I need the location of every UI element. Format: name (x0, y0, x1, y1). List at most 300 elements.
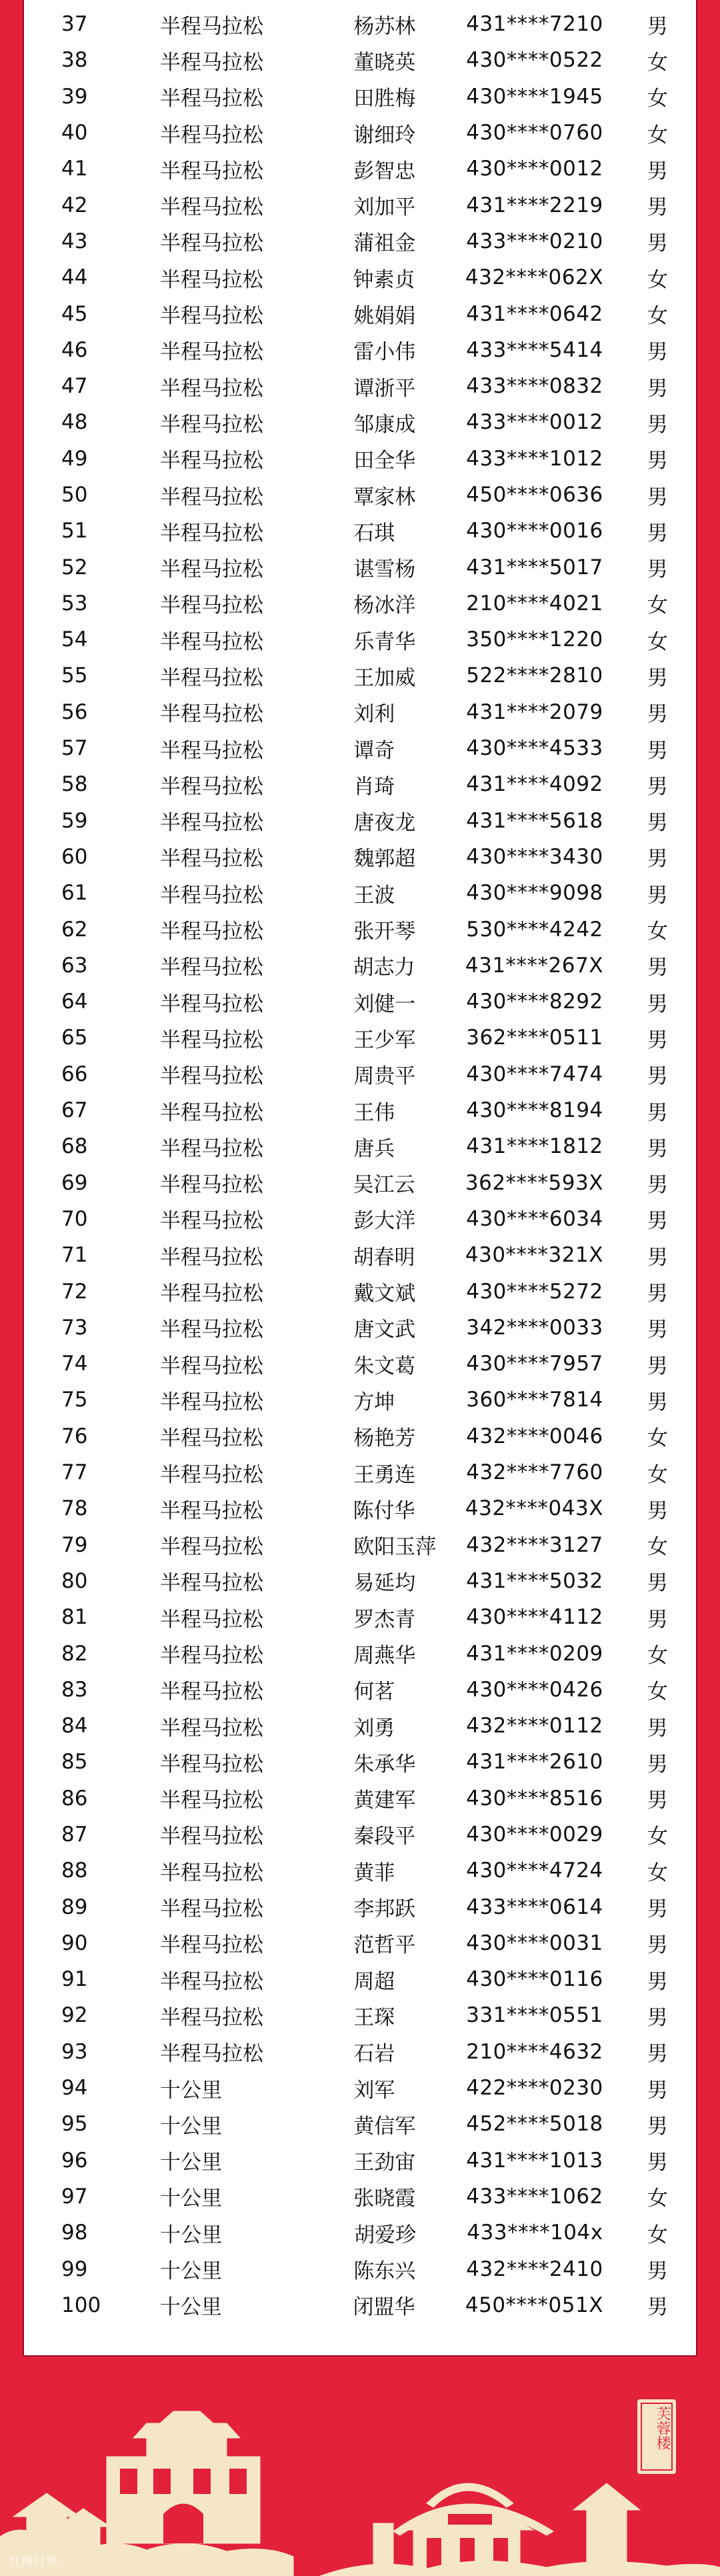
event-name: 半程马拉松 (159, 1498, 263, 1523)
id-number: 431****5032 (466, 1568, 603, 1593)
table-row (24, 2106, 696, 2142)
row-number: 67 (61, 1098, 88, 1123)
gender: 男 (647, 195, 668, 220)
row-number: 44 (61, 265, 88, 290)
runner-name: 刘加平 (353, 195, 416, 220)
row-number: 96 (61, 2148, 88, 2173)
event-name: 十公里 (159, 2295, 222, 2320)
event-name: 半程马拉松 (160, 2005, 264, 2030)
runner-name: 欧阳玉萍 (353, 1535, 437, 1560)
id-number: 433****5414 (466, 337, 603, 362)
row-number: 79 (61, 1532, 88, 1557)
row-number: 69 (61, 1170, 88, 1195)
runner-name: 易延均 (353, 1571, 416, 1596)
table-row (24, 1599, 696, 1635)
runner-name: 范哲平 (353, 1933, 416, 1958)
id-number: 360****7814 (466, 1388, 603, 1412)
id-number: 432****062X (465, 265, 603, 290)
runner-name: 邹康成 (353, 412, 416, 437)
runner-name: 谭奇 (353, 738, 395, 763)
runner-name: 谌雪杨 (353, 557, 416, 582)
row-number: 64 (61, 990, 88, 1014)
event-name: 半程马拉松 (160, 1282, 264, 1306)
runner-name: 肖琦 (353, 774, 395, 799)
row-number: 45 (61, 301, 88, 326)
id-number: 331****0551 (466, 2003, 603, 2028)
table-row (24, 1237, 696, 1273)
table-row (24, 187, 696, 223)
table-row (24, 404, 696, 440)
row-number: 46 (61, 337, 88, 362)
event-name: 半程马拉松 (160, 1426, 264, 1451)
event-name: 半程马拉松 (159, 267, 263, 292)
id-number: 432****0112 (466, 1714, 603, 1738)
table-row (24, 1490, 696, 1526)
event-name: 半程马拉松 (160, 629, 264, 654)
table-row (24, 151, 696, 187)
gender: 男 (647, 1209, 668, 1234)
event-name: 半程马拉松 (160, 1860, 264, 1885)
gender: 男 (647, 847, 668, 872)
runner-name: 唐兵 (353, 1136, 395, 1161)
gender: 男 (647, 1716, 668, 1740)
event-name: 半程马拉松 (160, 2042, 264, 2067)
event-name: 半程马拉松 (160, 1354, 264, 1378)
row-number: 39 (61, 84, 88, 109)
table-row (24, 513, 696, 549)
runner-name: 杨冰洋 (353, 593, 416, 618)
gender: 女 (647, 1535, 668, 1560)
runner-name: 陈东兴 (353, 2259, 416, 2284)
table-row (24, 259, 696, 295)
row-number: 100 (61, 2293, 101, 2317)
gender: 男 (647, 883, 668, 908)
event-name: 半程马拉松 (160, 123, 264, 147)
gender: 男 (647, 2151, 668, 2175)
id-number: 433****1012 (466, 446, 603, 471)
id-number: 350****1220 (466, 627, 603, 652)
table-row (24, 839, 696, 875)
event-name: 半程马拉松 (160, 1644, 264, 1668)
id-number: 430****0426 (466, 1677, 603, 1702)
table-row (24, 1526, 696, 1562)
runner-name: 胡春明 (353, 1245, 415, 1270)
id-number: 362****0511 (466, 1026, 603, 1050)
gender: 男 (647, 992, 668, 1016)
row-number: 93 (61, 2039, 88, 2064)
event-name: 半程马拉松 (160, 666, 264, 690)
runner-name: 石琪 (353, 521, 395, 545)
gender: 男 (647, 231, 668, 256)
row-number: 72 (61, 1279, 88, 1304)
row-number: 40 (61, 121, 88, 145)
table-row (24, 295, 696, 331)
row-number: 65 (61, 1026, 88, 1050)
gender: 女 (647, 1644, 668, 1668)
row-number: 48 (61, 410, 88, 435)
table-row (24, 2143, 696, 2179)
gender: 男 (647, 2005, 668, 2030)
event-name: 半程马拉松 (159, 1173, 263, 1198)
event-name: 半程马拉松 (160, 195, 264, 220)
id-number: 432****7760 (466, 1460, 603, 1485)
row-number: 49 (61, 446, 88, 471)
row-number: 41 (61, 157, 88, 181)
table-row (24, 79, 696, 115)
table-row (24, 368, 696, 404)
id-number: 210****4021 (466, 591, 603, 615)
row-number: 86 (61, 1786, 88, 1810)
table-row (24, 115, 696, 151)
id-number: 430****0031 (466, 1930, 603, 1955)
event-name: 半程马拉松 (160, 1788, 264, 1813)
table-row (24, 875, 696, 911)
gender: 男 (647, 738, 668, 763)
event-name: 十公里 (160, 2151, 223, 2175)
table-row (24, 1201, 696, 1237)
gender: 男 (647, 2114, 668, 2139)
id-number: 431****0642 (466, 301, 603, 326)
id-number: 430****8292 (466, 990, 603, 1014)
id-number: 422****0230 (466, 2076, 603, 2101)
id-number: 433****1062 (466, 2184, 603, 2209)
gender: 男 (647, 1064, 668, 1089)
gender: 女 (647, 629, 668, 654)
table-row (24, 223, 696, 259)
id-number: 530****4242 (466, 917, 603, 942)
row-number: 58 (61, 772, 88, 797)
event-name: 半程马拉松 (160, 702, 264, 727)
id-number: 430****9098 (466, 881, 603, 906)
table-row (24, 730, 696, 766)
runner-name: 唐夜龙 (353, 811, 416, 836)
gender: 男 (647, 1969, 668, 1994)
row-number: 81 (61, 1605, 88, 1630)
table-row (24, 332, 696, 368)
gender: 女 (647, 2187, 668, 2211)
event-name: 半程马拉松 (160, 593, 264, 618)
row-number: 83 (61, 1677, 88, 1702)
id-number: 430****6034 (466, 1206, 603, 1231)
event-name: 半程马拉松 (160, 1028, 264, 1052)
row-number: 56 (61, 700, 88, 724)
table-row (24, 1020, 696, 1056)
runner-name: 唐文武 (353, 1318, 416, 1342)
event-name: 半程马拉松 (160, 304, 264, 329)
event-name: 十公里 (160, 2078, 223, 2103)
registration-sheet (23, 0, 697, 2357)
table-row (24, 658, 696, 694)
event-name: 半程马拉松 (160, 50, 264, 75)
event-name: 半程马拉松 (160, 992, 264, 1016)
row-number: 91 (61, 1967, 88, 1992)
runner-name: 姚娟娟 (353, 304, 416, 329)
id-number: 431****5618 (466, 808, 603, 833)
row-number: 50 (61, 483, 88, 507)
table-row (24, 2251, 696, 2287)
runner-name: 石岩 (353, 2042, 395, 2067)
runner-name: 黄信军 (353, 2114, 416, 2139)
runner-name: 黄菲 (353, 1860, 395, 1885)
gender: 女 (647, 1426, 668, 1451)
event-name: 半程马拉松 (160, 159, 264, 183)
event-name: 半程马拉松 (160, 1933, 264, 1958)
event-name: 半程马拉松 (160, 1571, 264, 1596)
gender: 女 (647, 1462, 668, 1487)
gender: 男 (647, 956, 668, 980)
table-row (24, 621, 696, 658)
id-number: 431****1812 (466, 1134, 603, 1159)
row-number: 61 (61, 881, 88, 906)
gender: 男 (647, 1897, 668, 1922)
runner-name: 王劲宙 (353, 2151, 416, 2175)
table-row (24, 1852, 696, 1888)
event-name: 半程马拉松 (159, 956, 263, 980)
gender: 男 (647, 1933, 668, 1958)
row-number: 95 (61, 2112, 88, 2137)
runner-name: 王琛 (353, 2005, 395, 2030)
event-name: 半程马拉松 (160, 920, 264, 944)
id-number: 452****5018 (466, 2112, 603, 2137)
table-row (24, 1997, 696, 2033)
table-row (24, 1816, 696, 1852)
row-number: 99 (61, 2257, 88, 2281)
id-number: 433****0012 (466, 410, 603, 435)
gender: 男 (647, 2078, 668, 2103)
table-row (24, 585, 696, 621)
event-name: 半程马拉松 (160, 1100, 264, 1125)
table-row (24, 766, 696, 802)
id-number: 431****0209 (466, 1641, 603, 1666)
runner-name: 田胜梅 (353, 87, 416, 111)
row-number: 55 (61, 664, 88, 688)
watermark: 红网时刻 (9, 2555, 57, 2569)
id-number: 430****4112 (466, 1605, 603, 1630)
row-number: 76 (61, 1424, 88, 1448)
gender: 男 (647, 1571, 668, 1596)
row-number: 54 (61, 627, 88, 652)
runner-name: 雷小伟 (353, 340, 416, 365)
event-name: 半程马拉松 (160, 1390, 264, 1414)
gender: 男 (647, 1100, 668, 1125)
id-number: 430****4724 (466, 1858, 603, 1883)
id-number: 362****593X (465, 1170, 603, 1195)
id-number: 342****0033 (466, 1315, 603, 1340)
row-number: 80 (61, 1568, 88, 1593)
id-number: 431****2219 (466, 193, 603, 217)
id-number: 430****0116 (466, 1967, 603, 1992)
id-number: 430****7957 (466, 1352, 603, 1376)
table-row (24, 1346, 696, 1382)
table-row (24, 1310, 696, 1346)
runner-name: 何茗 (353, 1680, 395, 1704)
runner-name: 王伟 (353, 1100, 395, 1125)
gender: 男 (647, 2042, 668, 2067)
row-number: 68 (61, 1134, 88, 1159)
id-number: 430****7474 (466, 1062, 603, 1086)
table-row (24, 477, 696, 513)
row-number: 84 (61, 1714, 88, 1738)
runner-name: 钟素贞 (353, 267, 415, 292)
event-name: 半程马拉松 (160, 1969, 264, 1994)
event-name: 半程马拉松 (160, 557, 264, 582)
row-number: 92 (61, 2003, 88, 2028)
table-row (24, 1382, 696, 1418)
event-name: 半程马拉松 (160, 1209, 264, 1234)
event-name: 半程马拉松 (160, 1535, 264, 1560)
gender: 女 (647, 1860, 668, 1885)
gender: 女 (647, 1824, 668, 1849)
gender: 男 (647, 1498, 668, 1523)
gender: 男 (647, 449, 668, 473)
id-number: 433****0832 (466, 374, 603, 399)
row-number: 38 (61, 48, 88, 73)
id-number: 430****0029 (466, 1822, 603, 1846)
registration-table (24, 6, 696, 2323)
event-name: 半程马拉松 (160, 774, 264, 799)
id-number: 431****2079 (466, 700, 603, 724)
table-row (24, 1563, 696, 1599)
row-number: 70 (61, 1206, 88, 1231)
event-name: 半程马拉松 (160, 14, 264, 39)
row-number: 43 (61, 229, 88, 253)
runner-name: 胡爱珍 (354, 2223, 417, 2247)
row-number: 94 (61, 2076, 88, 2101)
id-number: 433****104x (467, 2221, 603, 2245)
event-name: 半程马拉松 (160, 1897, 264, 1922)
event-name: 半程马拉松 (160, 485, 264, 509)
runner-name: 朱承华 (353, 1752, 416, 1776)
event-name: 十公里 (160, 2187, 223, 2211)
gender: 女 (647, 593, 668, 618)
event-name: 半程马拉松 (160, 1318, 264, 1342)
id-number: 431****7210 (466, 12, 603, 37)
event-name: 半程马拉松 (160, 1716, 264, 1740)
event-name: 半程马拉松 (160, 449, 264, 473)
event-name: 半程马拉松 (160, 883, 264, 908)
table-row (24, 1780, 696, 1816)
gender: 男 (647, 1318, 668, 1342)
id-number: 450****051X (465, 2293, 603, 2317)
row-number: 87 (61, 1822, 88, 1846)
event-name: 半程马拉松 (160, 412, 264, 437)
gender: 男 (647, 1245, 668, 1270)
runner-name: 杨苏林 (353, 14, 416, 39)
event-name: 半程马拉松 (160, 1824, 264, 1849)
id-number: 431****5017 (466, 555, 603, 579)
event-name: 半程马拉松 (160, 521, 264, 545)
table-row (24, 948, 696, 984)
table-row (24, 1273, 696, 1309)
runner-name: 杨艳芳 (353, 1426, 416, 1451)
table-row (24, 1961, 696, 1997)
row-number: 52 (61, 555, 88, 579)
event-name: 十公里 (160, 2114, 223, 2139)
gender: 男 (647, 1173, 668, 1198)
row-number: 60 (61, 844, 88, 869)
runner-name: 王勇连 (353, 1462, 416, 1487)
id-number: 430****3430 (466, 844, 603, 869)
row-number: 59 (61, 808, 88, 833)
table-row (24, 1672, 696, 1708)
table-row (24, 42, 696, 78)
gender: 女 (647, 50, 668, 75)
gender: 女 (647, 2223, 668, 2247)
event-name: 半程马拉松 (160, 1462, 264, 1487)
event-name: 半程马拉松 (160, 376, 264, 401)
id-number: 433****0614 (466, 1894, 603, 1919)
gender: 男 (647, 159, 668, 183)
ancient-city-skyline-icon (0, 2357, 720, 2576)
runner-name: 谢细玲 (353, 123, 416, 147)
gender: 男 (647, 1390, 668, 1414)
table-row (24, 1092, 696, 1128)
event-name: 半程马拉松 (160, 1752, 264, 1776)
runner-name: 王少军 (353, 1028, 416, 1052)
event-name: 半程马拉松 (160, 87, 264, 111)
runner-name: 秦段平 (353, 1824, 416, 1849)
gender: 男 (647, 1788, 668, 1813)
gender: 男 (647, 412, 668, 437)
row-number: 37 (61, 12, 88, 37)
row-number: 42 (61, 193, 88, 217)
table-row (24, 2179, 696, 2215)
runner-name: 刘利 (353, 702, 395, 727)
runner-name: 蒲祖金 (353, 231, 416, 256)
table-row (24, 694, 696, 730)
gender: 男 (647, 521, 668, 545)
table-row (24, 1925, 696, 1961)
gender: 男 (647, 1607, 668, 1632)
table-row (24, 1418, 696, 1454)
runner-name: 方坤 (353, 1390, 395, 1414)
row-number: 66 (61, 1062, 88, 1086)
row-number: 90 (61, 1930, 88, 1955)
event-name: 半程马拉松 (160, 811, 264, 836)
gender: 男 (647, 376, 668, 401)
gender: 男 (647, 1354, 668, 1378)
runner-name: 董晓英 (353, 50, 416, 75)
gender: 男 (647, 774, 668, 799)
gender: 男 (647, 485, 668, 509)
id-number: 430****8194 (466, 1098, 603, 1123)
id-number: 433****0210 (466, 229, 603, 253)
table-row (24, 803, 696, 839)
event-name: 半程马拉松 (160, 1680, 264, 1704)
table-row (24, 2070, 696, 2106)
id-number: 432****3127 (466, 1532, 603, 1557)
gender: 男 (647, 1752, 668, 1776)
event-name: 半程马拉松 (160, 738, 264, 763)
table-row (24, 1635, 696, 1671)
row-number: 77 (61, 1460, 88, 1485)
row-number: 51 (61, 519, 88, 543)
runner-name: 黄建军 (353, 1788, 416, 1813)
event-name: 十公里 (160, 2223, 223, 2247)
row-number: 62 (61, 917, 88, 942)
id-number: 430****0016 (466, 519, 603, 543)
row-number: 71 (61, 1243, 88, 1268)
row-number: 98 (61, 2221, 88, 2245)
id-number: 430****8516 (466, 1786, 603, 1810)
id-number: 431****2610 (466, 1750, 603, 1774)
runner-name: 闭盟华 (353, 2295, 415, 2320)
id-number: 432****2410 (466, 2257, 603, 2281)
runner-name: 谭浙平 (353, 376, 416, 401)
runner-name: 覃家林 (353, 485, 416, 509)
runner-name: 李邦跃 (353, 1897, 416, 1922)
row-number: 78 (61, 1496, 88, 1521)
